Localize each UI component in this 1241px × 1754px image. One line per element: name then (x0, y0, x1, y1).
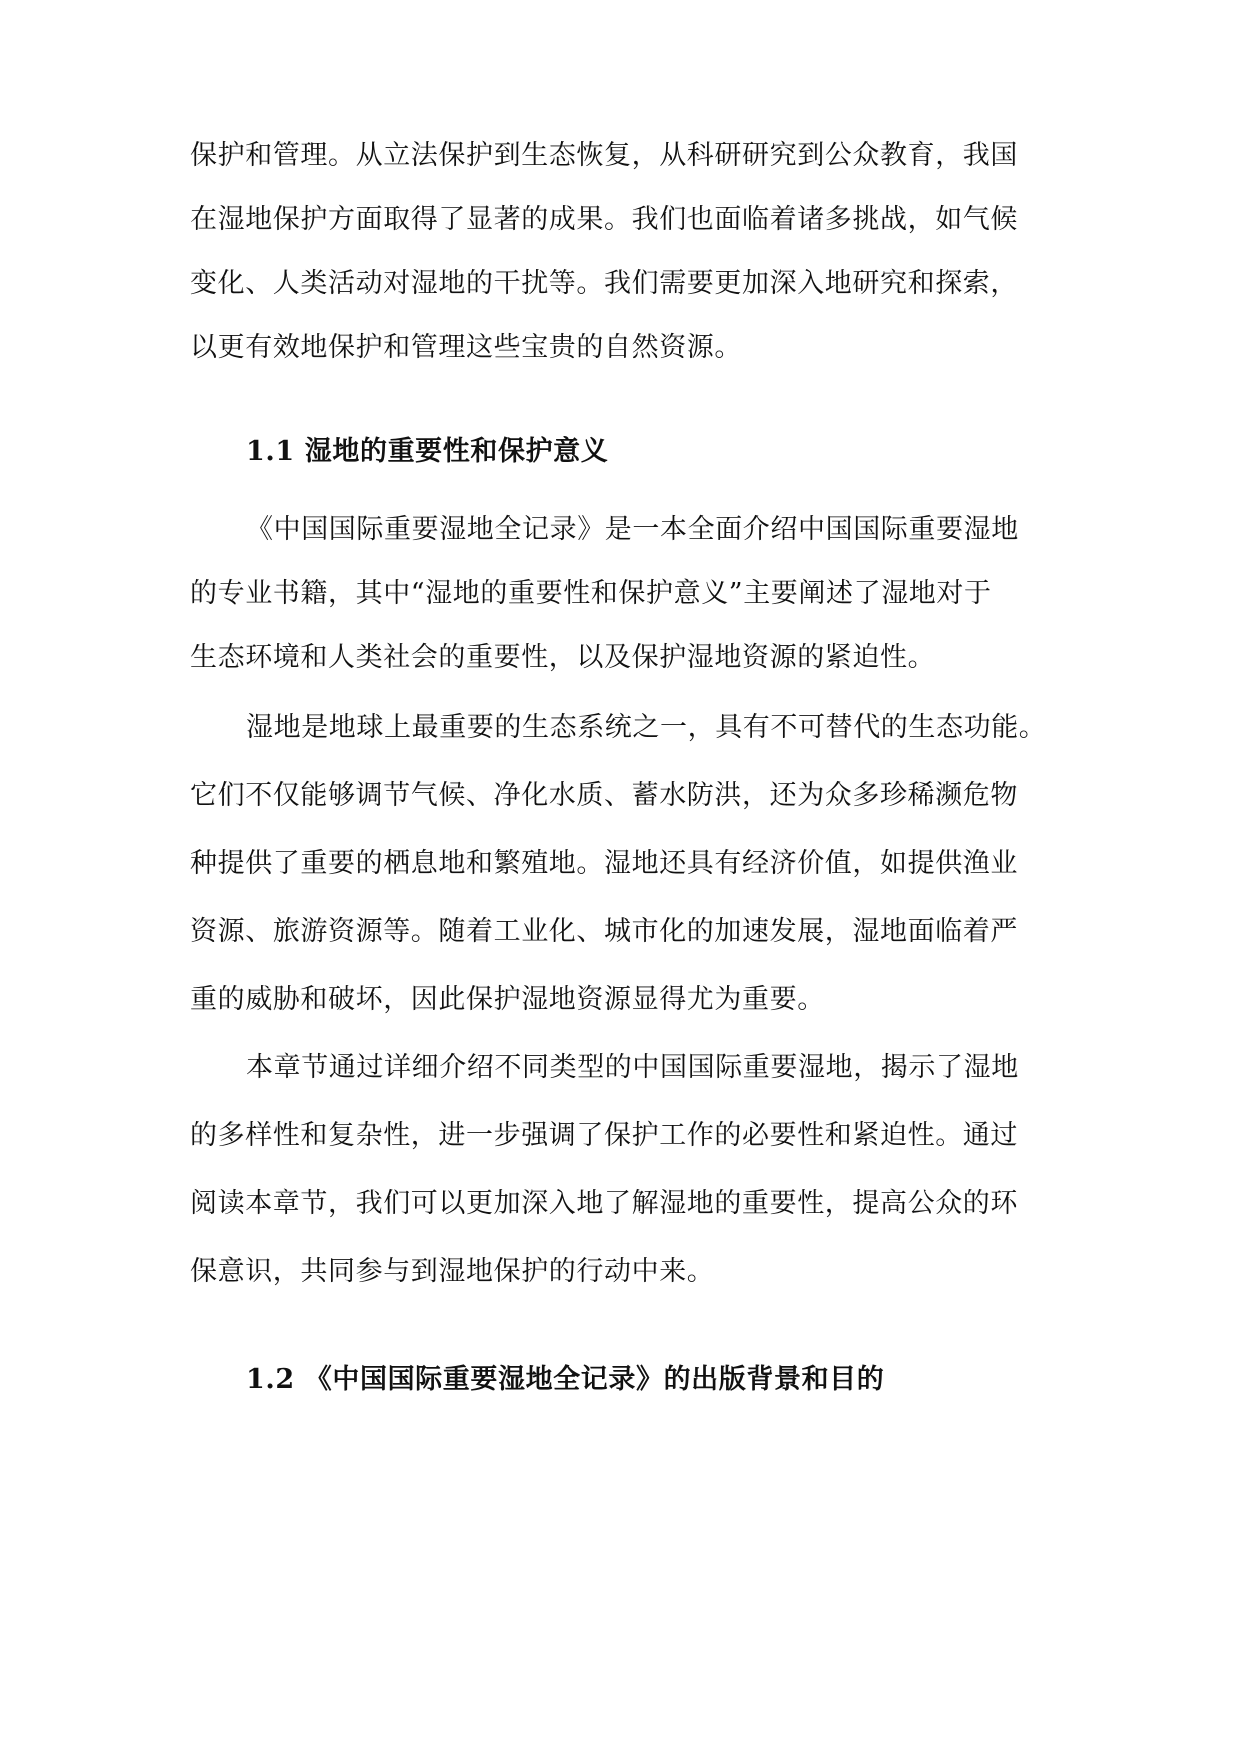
s1-p1-line-2: 的专业书籍，其中“湿地的重要性和保护意义”主要阐述了湿地对于 (190, 578, 992, 609)
s1-p3-line-1: 本章节通过详细介绍不同类型的中国国际重要湿地，揭示了湿地 (246, 1052, 1019, 1083)
s1-p3-line-2: 的多样性和复杂性，进一步强调了保护工作的必要性和紧迫性。通过 (190, 1120, 1018, 1151)
s1-p2-line-4: 资源、旅游资源等。随着工业化、城市化的加速发展，湿地面临着严 (190, 916, 1018, 947)
s1-p1-line-1: 《中国国际重要湿地全记录》是一本全面介绍中国国际重要湿地 (246, 514, 1019, 545)
intro-line-1: 保护和管理。从立法保护到生态恢复，从科研研究到公众教育，我国 (190, 140, 1018, 171)
s1-p2-line-5: 重的威胁和破坏，因此保护湿地资源显得尤为重要。 (190, 984, 825, 1015)
s1-p2-line-3: 种提供了重要的栖息地和繁殖地。湿地还具有经济价值，如提供渔业 (190, 848, 1018, 879)
section-heading-1-2: 1.2 《中国国际重要湿地全记录》的出版背景和目的 (246, 1364, 885, 1395)
intro-line-2: 在湿地保护方面取得了显著的成果。我们也面临着诸多挑战，如气候 (190, 204, 1018, 235)
section-heading-1-1: 1.1 湿地的重要性和保护意义 (246, 436, 609, 467)
s1-p3-line-4: 保意识，共同参与到湿地保护的行动中来。 (190, 1256, 715, 1287)
s1-p2-line-1: 湿地是地球上最重要的生态系统之一，具有不可替代的生态功能。 (246, 712, 1047, 743)
s1-p1-line-3: 生态环境和人类社会的重要性，以及保护湿地资源的紧迫性。 (190, 642, 936, 673)
s1-p2-line-2: 它们不仅能够调节气候、净化水质、蓄水防洪，还为众多珍稀濒危物 (190, 780, 1018, 811)
intro-line-3: 变化、人类活动对湿地的干扰等。我们需要更加深入地研究和探索， (190, 268, 1018, 299)
intro-line-4: 以更有效地保护和管理这些宝贵的自然资源。 (190, 332, 742, 363)
s1-p3-line-3: 阅读本章节，我们可以更加深入地了解湿地的重要性，提高公众的环 (190, 1188, 1018, 1219)
